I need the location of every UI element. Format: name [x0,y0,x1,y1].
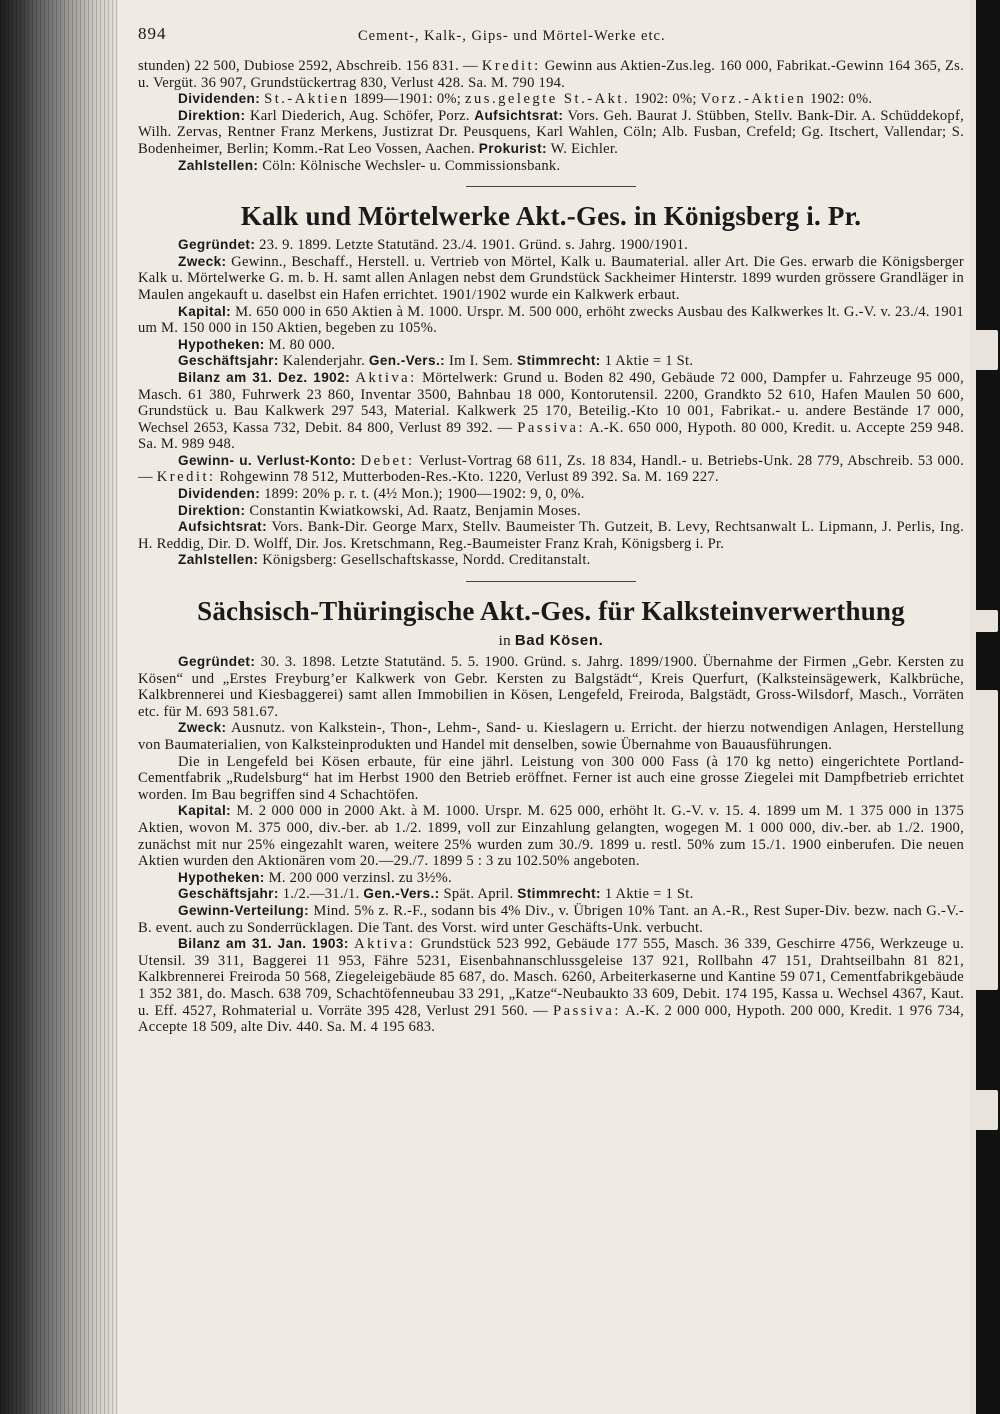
document-page [138,22,964,1402]
running-title: Cement-, Kalk-, Gips- und Mörtel-Werke etc. [358,28,666,44]
paying-agents-paragraph: Zahlstellen: Cöln: Kölnische Wechsler- u. Commissionsbank. [178,157,561,174]
entry-kalk-moertelwerke [138,199,964,569]
section-divider [466,581,636,582]
dividends-paragraph: Dividenden: 1899: 20% p. r. t. (4½ Mon.); 1900—1902: 9, 0, 0%. [178,486,585,503]
purpose-continuation: Die in Lengefeld bei Kösen erbaute, für eine jährl. Leistung von 300 000 Fass (à 170 kg netto) eingerichtete Portland-Cementfabrik „Rudelsburg“ hat im Herbst 1900 den Betrieb eröffnet. Ferner ist auch eine grosse Ziegelei mit Dampfbetrieb errichtet worden. Im Bau begriffen sind 4 Schachtöfen. [138,753,964,803]
page-header [138,22,964,58]
capital-paragraph: Kapital: M. 650 000 in 650 Aktien à M. 1000. Urspr. M. 500 000, erhöht zwecks Ausbau des Kalkwerkes lt. G.-V. v. 23./4. 1901 um M. 150 000 in 150 Aktien, begeben zu 105%. [138,303,964,337]
page-edge-dark [970,0,1000,1414]
founded-paragraph: Gegründet: 30. 3. 1898. Letzte Statutänd. 5. 5. 1900. Gründ. s. Jahrg. 1899/1900. Übernahme der Firmen „Gebr. Kersten zu Kösen“ und „Erstes Freyburg’er Kalkwerk von Gebr. Kersten zu Balgstädt“, Kreis Querfurt, (Kalksteinsägewerk, Kalkbrüche, Kalkbrennerei und Kiesbaggerei) samt allen Immobilien in Kösen, Lengefeld, Freiroda, Balgstädt, Gross-Wilsdorf, Masch., Vorräten etc. für M. 693 581.67. [138,654,964,720]
mortgages-paragraph: Hypotheken: M. 80 000. [178,336,336,353]
fiscal-year-paragraph: Geschäftsjahr: Kalenderjahr. Gen.-Vers.: Im I. Sem. Stimmrecht: 1 Aktie = 1 St. [178,353,694,370]
purpose-paragraph: Zweck: Ausnutz. von Kalkstein-, Thon-, Lehm-, Sand- u. Kieslagern u. Erricht. der hierzu notwendigen Anlagen, Herstellung von Baumaterialien, von Kalksteinprodukten und Handel mit denselben, sowie Übernahme von Bauausführungen. [138,720,964,753]
company-title: Sächsisch-Thüringische Akt.-Ges. für Kalksteinverwerthung [197,596,905,627]
dividends-paragraph: Dividenden: St.-Aktien 1899—1901: 0%; zus.gelegte St.-Akt. 1902: 0%; Vorz.-Aktien 1902: 0%. [178,91,873,108]
fiscal-year-paragraph: Geschäftsjahr: 1./2.—31./1. Gen.-Vers.: Spät. April. Stimmrecht: 1 Aktie = 1 St. [178,886,694,903]
entry-saechsisch-thueringische [138,594,964,1036]
paying-agents-paragraph: Zahlstellen: Königsberg: Gesellschaftskasse, Nordd. Creditanstalt. [178,552,591,569]
previous-entry-continuation [138,58,964,174]
profit-distribution-paragraph: Gewinn-Verteilung: Mind. 5% z. R.-F., sodann bis 4% Div., v. Übrigen 10% Tant. an A.-R., Rest Super-Div. bezw. nach G.-V.-B. event. auch zu Sonderrücklagen. Die Tant. des Vorst. wird unter Geschäfts-Unk. verbucht. [138,902,964,936]
book-gutter [0,0,118,1414]
founded-paragraph: Gegründet: 23. 9. 1899. Letzte Statutänd. 23./4. 1901. Gründ. s. Jahrg. 1900/1901. [178,237,689,254]
section-divider [466,186,636,187]
guv-continuation: stunden) 22 500, Dubiose 2592, Abschreib. 156 831. — Kredit: Gewinn aus Aktien-Zus.leg. 160 000, Fabrikat.-Gewinn 164 365, Zs. u. Vergüt. 36 907, Grundstückertrag 830, Verlust 428. Sa. M. 790 194. [138,58,964,91]
profit-loss-paragraph: Gewinn- u. Verlust-Konto: Debet: Verlust-Vortrag 68 611, Zs. 18 834, Handl.- u. Betriebs-Unk. 28 779, Abschreib. 53 000. — Kredit: Rohgewinn 78 512, Mutterboden-Res.-Kto. 1220, Verlust 89 392. Sa. M. 169 227. [138,452,964,486]
mortgages-paragraph: Hypotheken: M. 200 000 verzinsl. zu 3½%. [178,869,452,886]
supervisory-board-paragraph: Aufsichtsrat: Vors. Bank-Dir. George Marx, Stellv. Baumeister Th. Gutzeit, B. Levy, Rechtsanwalt L. Lipmann, J. Perlis, Ing. H. Reddig, Dir. D. Wolff, Dir. Jos. Kretschmann, Reg.-Baumeister Franz Krah, Königsberg i. Pr. [138,519,964,552]
capital-paragraph: Kapital: M. 2 000 000 in 2000 Akt. à M. 1000. Urspr. M. 625 000, erhöht lt. G.-V. v. 15. 4. 1899 um M. 1 375 000 in 1375 Aktien, wovon M. 375 000, div.-ber. ab 1./2. 1899, voll zur Einzahlung gelangten, wogegen M. 1 000 000, div.-ber. ab 1./2. 1900, zunächst mit nur 25% eingezahlt waren, weitere 25% wurden zum 30./9. 1899 u. restl. 50% zum 15./1. 1900 einberufen. Die neuen Aktien wurden den Aktionären vom 20.—29./7. 1899 5 : 3 zu 102.50% angeboten. [138,803,964,870]
company-title: Kalk und Mörtelwerke Akt.-Ges. in Königsberg i. Pr. [240,201,862,232]
direction-paragraph: Direktion: Karl Diederich, Aug. Schöfer, Porz. Aufsichtsrat: Vors. Geh. Baurat J. Stübben, Stellv. Bank-Dir. A. Schüddekopf, Wilh. Zervas, Rentner Franz Merkens, Justizrat Dr. Peusquens, Karl Wahlen, Cöln; Alb. Fusban, Crefeld; Gg. Itschert, Vallendar; S. Bodenheimer, Berlin; Komm.-Rat Leo Vossen, Aachen. Prokurist: W. Eichler. [138,107,964,157]
direction-paragraph: Direktion: Constantin Kwiatkowski, Ad. Raatz, Benjamin Moses. [178,502,581,519]
company-location: in Bad Kösen. [498,632,604,650]
balance-sheet-paragraph: Bilanz am 31. Jan. 1903: Aktiva: Grundstück 523 992, Gebäude 177 555, Masch. 36 339, Geschirre 4756, Werkzeuge u. Utensil. 39 311, Baggerei 11 953, Fähre 5231, Eisenbahnanschlussgeleise 137 921, Rollbahn 47 151, Drahtseilbahn 81 821, Kalkbrennerei Freiroda 50 568, Ziegeleigebäude 85 687, do. Masch. 6260, Arbeiterkaserne und Kantine 59 071, Cementfabrikgebäude 1 352 381, do. Masch. 638 709, Schachtöfenneubau 33 291, „Katze“-Neubaukto 33 609, Debit. 174 195, Kassa u. Wechsel 4367, Kaut. u. Eff. 4527, Rohmaterial u. Vorräte 395 428, Verlust 291 560. — Passiva: A.-K. 2 000 000, Hypoth. 200 000, Kredit. 1 976 734, Accepte 18 509, alte Div. 440. Sa. M. 4 195 683. [138,936,964,1036]
purpose-paragraph: Zweck: Gewinn., Beschaff., Herstell. u. Vertrieb von Mörtel, Kalk u. Baumaterial. aller Art. Die Ges. erwarb die Königsberger Kalk u. Mörtelwerke G. m. b. H. samt allen Anlagen nebst dem Grundstück Sackheimer Hinterstr. 1899 wurden grössere Grandläger in Maulen angekauft u. daselbst ein Hafen errichtet. 1901/1902 wurde ein Kalkwerk erbaut. [138,253,964,303]
page-number: 894 [138,24,167,43]
balance-sheet-paragraph: Bilanz am 31. Dez. 1902: Aktiva: Mörtelwerk: Grund u. Boden 82 490, Gebäude 72 000, Dampfer u. Fahrzeuge 95 000, Masch. 61 380, Fuhrwerk 23 860, Inventar 3500, Bahnbau 18 000, Kontorutensil. 2200, Grandkto 52 610, Hafen Maulen 50 600, Grundstück u. Bau Kalkwerk 297 543, Material. Kalkwerk 25 170, Beteilig.-Kto 10 001, Fabrikat.- u. andere Bestände 17 000, Wechsel 2653, Kassa 732, Debit. 84 800, Verlust 89 392. — Passiva: A.-K. 650 000, Hypoth. 80 000, Kredit. u. Accepte 259 948. Sa. M. 989 948. [138,369,964,453]
